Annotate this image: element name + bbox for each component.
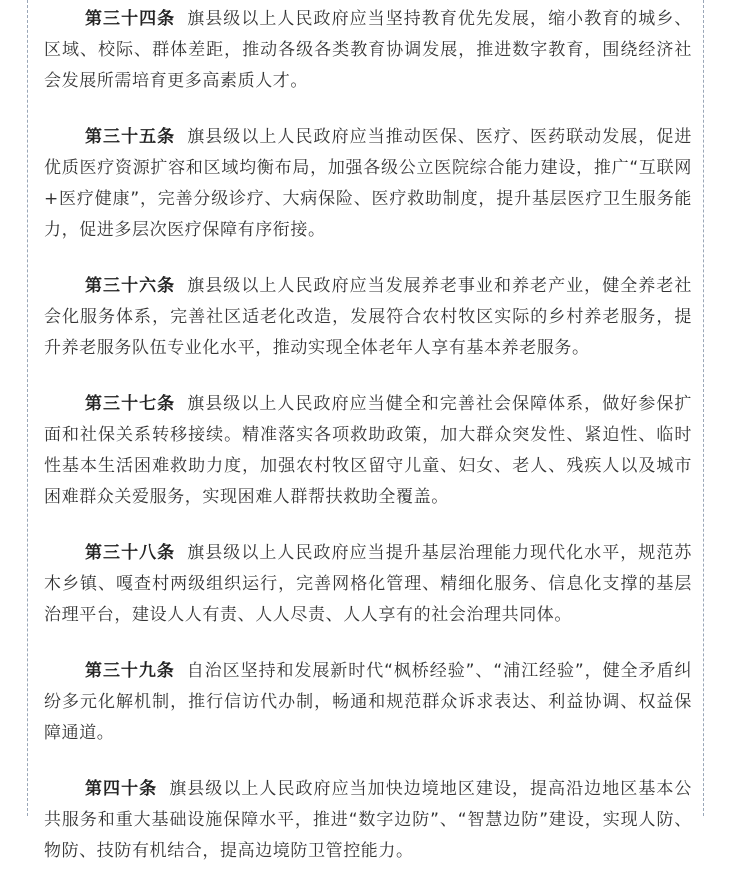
article-number: 第三十七条 [85,394,176,414]
article-text: 旗县级以上人民政府应当坚持教育优先发展，缩小教育的城乡、区域、校际、群体差距，推动各级各类教育协调发展，推进数字教育，围绕经济社会发展所需培育更多高素质人才。 [44,9,692,91]
article-36 [44,271,692,364]
article-text: 旗县级以上人民政府应当健全和完善社会保障体系，做好参保扩面和社保关系转移接续。精准落实各项救助政策，加大群众突发性、紧迫性、临时性基本生活困难救助力度，加强农村牧区留守儿童、妇女、老人、残疾人以及城市困难群众关爱服务，实现困难人群帮扶救助全覆盖。 [44,394,692,507]
article-38 [44,538,692,631]
article-number: 第三十五条 [85,127,176,147]
article-text: 旗县级以上人民政府应当加快边境地区建设，提高沿边地区基本公共服务和重大基础设施保障水平，推进“数字边防”、“智慧边防”建设，实现人防、物防、技防有机结合，提高边境防卫管控能力。 [44,779,692,861]
article-number: 第三十九条 [85,661,175,681]
article-number: 第三十六条 [85,276,176,296]
article-34 [44,4,692,97]
article-text: 旗县级以上人民政府应当提升基层治理能力现代化水平，规范苏木乡镇、嘎查村两级组织运行，完善网格化管理、精细化服务、信息化支撑的基层治理平台，建设人人有责、人人尽责、人人享有的社会治理共同体。 [44,543,692,625]
article-number: 第三十四条 [85,9,176,29]
article-40 [44,774,692,867]
article-35 [44,122,692,246]
document-body [44,4,692,892]
article-text: 自治区坚持和发展新时代“枫桥经验”、“浦江经验”，健全矛盾纠纷多元化解机制，推行信访代办制，畅通和规范群众诉求表达、利益协调、权益保障通道。 [44,661,692,743]
article-39 [44,656,692,749]
article-text: 旗县级以上人民政府应当发展养老事业和养老产业，健全养老社会化服务体系，完善社区适老化改造，发展符合农村牧区实际的乡村养老服务，提升养老服务队伍专业化水平，推动实现全体老年人享有基本养老服务。 [44,276,692,358]
article-37 [44,389,692,513]
article-number: 第四十条 [85,779,158,799]
article-text: 旗县级以上人民政府应当推动医保、医疗、医药联动发展，促进优质医疗资源扩容和区域均衡布局，加强各级公立医院综合能力建设，推广“互联网+医疗健康”，完善分级诊疗、大病保险、医疗救助制度，提升基层医疗卫生服务能力，促进多层次医疗保障有序衔接。 [44,127,692,240]
article-number: 第三十八条 [85,543,176,563]
